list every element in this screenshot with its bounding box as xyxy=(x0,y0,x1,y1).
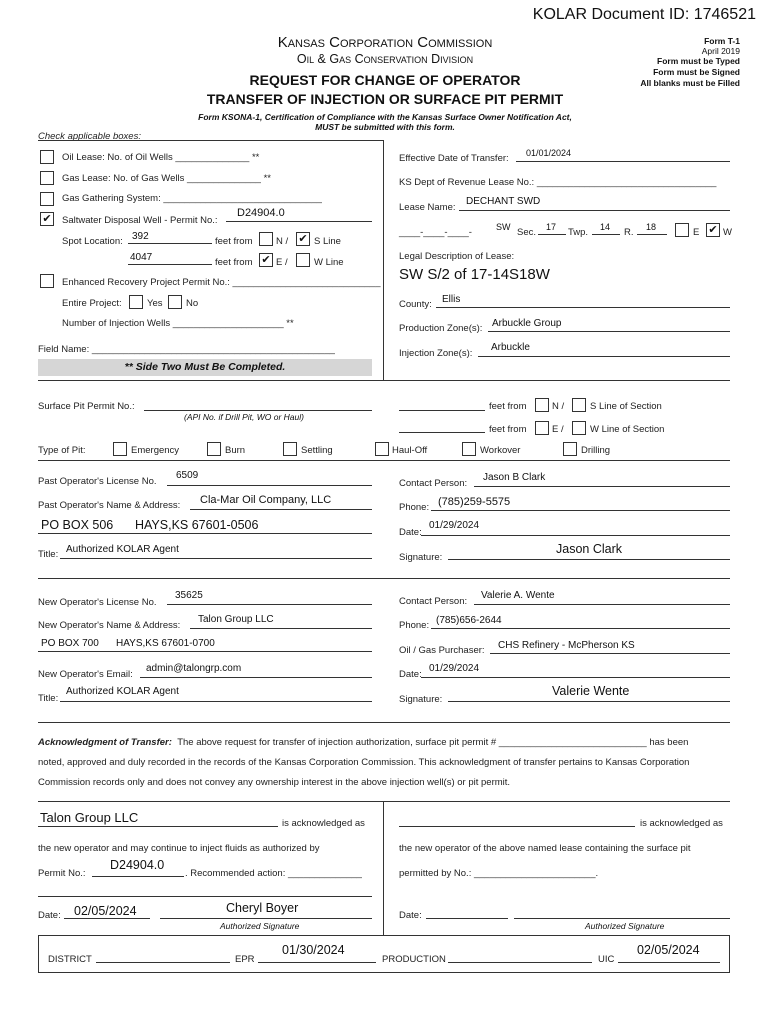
requirement-typed: Form must be Typed xyxy=(657,56,740,66)
past-address-2[interactable]: HAYS,KS 67601-0506 xyxy=(135,518,259,532)
left-date-line xyxy=(64,918,150,919)
new-signature-line xyxy=(448,701,730,702)
new-license-line xyxy=(167,604,372,605)
production-zone-label: Production Zone(s): xyxy=(399,323,483,334)
right-new-operator-text: the new operator of the above named lease containing the surface pit xyxy=(399,843,691,854)
range-west-checkbox[interactable]: ✔ xyxy=(706,223,720,237)
right-signature-line xyxy=(514,918,730,919)
injection-zone-line xyxy=(478,356,730,357)
left-new-operator-text: the new operator and may continue to inject fluids as authorized by xyxy=(38,843,320,854)
district-line xyxy=(96,962,230,963)
left-is-acknowledged: is acknowledged as xyxy=(282,818,365,829)
bottom-top-rule xyxy=(38,801,730,802)
pit-type-drilling-label: Drilling xyxy=(581,445,611,456)
past-name-line xyxy=(190,509,372,510)
requirement-filled: All blanks must be Filled xyxy=(640,78,740,88)
range-line xyxy=(637,234,667,235)
entire-project-yes-checkbox[interactable] xyxy=(129,295,143,309)
past-title-value[interactable]: Authorized KOLAR Agent xyxy=(66,544,179,555)
pit-north-checkbox[interactable] xyxy=(535,398,549,412)
pit-type-emergency-label: Emergency xyxy=(131,445,180,456)
new-address-1[interactable]: PO BOX 700 xyxy=(41,638,99,649)
range-label: R. xyxy=(624,227,634,238)
feet-from-ns: feet from xyxy=(215,236,253,247)
new-title-value[interactable]: Authorized KOLAR Agent xyxy=(66,686,179,697)
new-signature-value[interactable]: Valerie Wente xyxy=(552,684,630,698)
new-name-line xyxy=(190,628,372,629)
past-address-1[interactable]: PO BOX 506 xyxy=(41,518,114,532)
new-title-line xyxy=(60,701,372,702)
no-label: No xyxy=(186,298,199,309)
spot-feet-ns[interactable]: 392 xyxy=(132,231,149,242)
past-date-line xyxy=(421,535,730,536)
section-rule-2 xyxy=(38,460,730,461)
left-date-value[interactable]: 02/05/2024 xyxy=(74,904,137,918)
past-date-value[interactable]: 01/29/2024 xyxy=(429,520,480,531)
section-value[interactable]: 17 xyxy=(546,222,557,232)
north-checkbox[interactable] xyxy=(259,232,273,246)
north-label: N / xyxy=(276,236,289,247)
uic-label: UIC xyxy=(598,954,615,965)
legal-description-value[interactable]: SW S/2 of 17-14S18W xyxy=(399,266,550,283)
production-zone-line xyxy=(488,331,730,332)
new-address-line xyxy=(38,651,372,652)
gas-gathering-checkbox[interactable] xyxy=(40,192,54,206)
past-phone-label: Phone: xyxy=(399,502,430,513)
feet-from-ew: feet from xyxy=(215,257,253,268)
left-permit-value[interactable]: D24904.0 xyxy=(110,858,165,872)
ack-line-2: noted, approved and duly recorded in the records of the Kansas Corporation Commission. This acknowledgment of transfer pertains to Kansas Corporation xyxy=(38,757,690,768)
pit-type-settling-label: Settling xyxy=(301,445,333,456)
gas-lease-label: Gas Lease: No. of Gas Wells ______________ ** xyxy=(62,173,271,184)
pit-ew-line xyxy=(399,432,485,433)
ack-heading: Acknowledgment of Transfer: xyxy=(38,737,172,748)
right-date-line xyxy=(426,918,508,919)
section-line xyxy=(538,234,566,235)
form-title-1: REQUEST FOR CHANGE OF OPERATOR xyxy=(249,72,521,88)
township-line xyxy=(592,234,620,235)
left-blank-line xyxy=(38,896,372,897)
pit-type-burn-checkbox[interactable] xyxy=(207,442,221,456)
swd-label: Saltwater Disposal Well - Permit No.: xyxy=(62,215,218,226)
range-east-checkbox[interactable] xyxy=(675,223,689,237)
right-date-label: Date: xyxy=(399,910,422,921)
yes-label: Yes xyxy=(147,298,163,309)
pit-type-drilling-checkbox[interactable] xyxy=(563,442,577,456)
api-note: (API No. if Drill Pit, WO or Haul) xyxy=(184,412,304,422)
pit-west-checkbox[interactable] xyxy=(572,421,586,435)
ack-line-1 xyxy=(38,737,688,748)
new-contact-value[interactable]: Valerie A. Wente xyxy=(481,590,555,601)
pit-type-hauloff-label: Haul-Off xyxy=(392,445,428,456)
left-permit-label: Permit No.: xyxy=(38,868,86,879)
legal-description-label: Legal Description of Lease: xyxy=(399,251,515,262)
lease-name-label: Lease Name: xyxy=(399,202,456,213)
past-signature-value[interactable]: Jason Clark xyxy=(556,542,622,556)
pit-type-emergency-checkbox[interactable] xyxy=(113,442,127,456)
county-value[interactable]: Ellis xyxy=(442,294,461,305)
section-label: Sec. xyxy=(517,227,537,238)
pit-type-settling-checkbox[interactable] xyxy=(283,442,297,456)
township-label: Twp. xyxy=(568,227,589,238)
ack-line-3: Commission records only and does not convey any ownership interest in the above injection well(s) or pit permit. xyxy=(38,777,511,788)
past-contact-label: Contact Person: xyxy=(399,478,468,489)
district-label: DISTRICT xyxy=(48,954,92,965)
past-license-value[interactable]: 6509 xyxy=(176,470,199,481)
section-divider xyxy=(383,140,384,380)
ks-dept-label: KS Dept of Revenue Lease No.: __________________________________ xyxy=(399,177,717,188)
entire-project-label: Entire Project: xyxy=(62,298,122,309)
pit-east-label: E / xyxy=(552,424,564,435)
past-title-label: Title: xyxy=(38,549,59,560)
new-name-value[interactable]: Talon Group LLC xyxy=(198,614,274,625)
past-phone-value[interactable]: (785)259-5575 xyxy=(438,496,511,508)
past-signature-line xyxy=(448,559,730,560)
past-contact-line xyxy=(474,486,730,487)
new-date-label: Date: xyxy=(399,669,422,680)
left-date-label: Date: xyxy=(38,910,61,921)
surface-pit-label: Surface Pit Permit No.: xyxy=(38,401,135,412)
new-date-value[interactable]: 01/29/2024 xyxy=(429,663,480,674)
oil-lease-label: Oil Lease: No. of Oil Wells ______________ ** xyxy=(62,152,260,163)
past-signature-label: Signature: xyxy=(399,552,443,563)
pit-west-label: W Line of Section xyxy=(590,424,665,435)
left-signature-value[interactable]: Cheryl Boyer xyxy=(226,901,299,915)
pit-feet-from-ns: feet from xyxy=(489,401,527,412)
epr-label: EPR xyxy=(235,954,255,965)
requirement-signed: Form must be Signed xyxy=(653,67,740,77)
effective-date-line xyxy=(516,161,730,162)
spot-ew-line xyxy=(128,264,212,265)
range-value[interactable]: 18 xyxy=(646,222,657,232)
pit-type-burn-label: Burn xyxy=(225,445,246,456)
new-contact-line xyxy=(474,604,730,605)
effective-date-label: Effective Date of Transfer: xyxy=(399,153,509,164)
purchaser-line xyxy=(490,653,730,654)
west-line-label: W Line xyxy=(314,257,344,268)
spot-feet-ew[interactable]: 4047 xyxy=(130,252,153,263)
type-of-pit-label: Type of Pit: xyxy=(38,445,86,456)
new-email-label: New Operator's Email: xyxy=(38,669,133,680)
lease-name-value[interactable]: DECHANT SWD xyxy=(466,196,541,207)
section-rule-1 xyxy=(38,380,730,381)
ack-company-value[interactable]: Talon Group LLC xyxy=(40,810,139,825)
agency-name: Kansas Corporation Commission xyxy=(277,34,493,51)
pit-north-label: N / xyxy=(552,401,565,412)
right-is-acknowledged: is acknowledged as xyxy=(640,818,723,829)
epr-date[interactable]: 01/30/2024 xyxy=(282,943,345,957)
ksona-note-1: Form KSONA-1, Certification of Compliance with the Kansas Surface Owner Notification Act, xyxy=(198,112,572,122)
bottom-divider xyxy=(383,801,384,935)
right-permitted-by: permitted by No.: _______________________. xyxy=(399,868,599,879)
past-contact-value[interactable]: Jason B Clark xyxy=(483,472,546,483)
form-date: April 2019 xyxy=(701,46,740,56)
section-rule-4 xyxy=(38,722,730,723)
new-phone-line xyxy=(431,628,730,629)
swd-checkbox[interactable]: ✔ xyxy=(40,212,54,226)
south-line-label: S Line xyxy=(314,236,341,247)
purchaser-value[interactable]: CHS Refinery - McPherson KS xyxy=(498,640,635,651)
side-two-notice: ** Side Two Must Be Completed. xyxy=(124,361,286,373)
pit-feet-from-ew: feet from xyxy=(489,424,527,435)
location-prefix: ____-____-____- xyxy=(399,227,472,238)
uic-date[interactable]: 02/05/2024 xyxy=(637,943,700,957)
range-west-label: W xyxy=(723,227,732,238)
pit-type-workover-label: Workover xyxy=(480,445,521,456)
new-name-label: New Operator's Name & Address: xyxy=(38,620,181,631)
swd-permit-value[interactable]: D24904.0 xyxy=(237,207,285,219)
past-license-line xyxy=(167,485,372,486)
county-label: County: xyxy=(399,299,432,310)
form-title-2: TRANSFER OF INJECTION OR SURFACE PIT PERMIT xyxy=(206,91,564,107)
right-authorized-signature: Authorized Signature xyxy=(585,921,665,931)
new-phone-value[interactable]: (785)656-2644 xyxy=(436,615,502,626)
east-label: E / xyxy=(276,257,288,268)
past-license-label: Past Operator's License No. xyxy=(38,476,157,487)
lease-name-line xyxy=(459,210,730,211)
document-id: KOLAR Document ID: 1746521 xyxy=(532,6,756,23)
past-phone-line xyxy=(431,510,730,511)
injection-wells-label: Number of Injection Wells _____________________ ** xyxy=(62,318,294,329)
past-title-line xyxy=(60,558,372,559)
entire-project-no-checkbox[interactable] xyxy=(168,295,182,309)
top-rule-left xyxy=(38,140,384,141)
past-date-label: Date: xyxy=(399,527,422,538)
left-signature-line xyxy=(160,918,372,919)
effective-date-value[interactable]: 01/01/2024 xyxy=(526,148,572,158)
new-date-line xyxy=(421,677,730,678)
ack-company-line xyxy=(38,826,278,827)
gas-gathering-label: Gas Gathering System: ______________________________ xyxy=(62,193,322,204)
new-phone-label: Phone: xyxy=(399,620,430,631)
west-checkbox[interactable] xyxy=(296,253,310,267)
pit-east-checkbox[interactable] xyxy=(535,421,549,435)
new-address-2[interactable]: HAYS,KS 67601-0700 xyxy=(116,638,215,649)
injection-zone-label: Injection Zone(s): xyxy=(399,348,473,359)
past-address-line xyxy=(38,533,372,534)
field-name-label: Field Name: ______________________________________________ xyxy=(38,344,335,355)
county-line xyxy=(436,307,730,308)
past-name-value[interactable]: Cla-Mar Oil Company, LLC xyxy=(200,494,332,506)
injection-zone-value[interactable]: Arbuckle xyxy=(491,342,530,353)
check-applicable-label: Check applicable boxes: xyxy=(38,131,141,142)
pit-type-hauloff-checkbox[interactable] xyxy=(375,442,389,456)
south-checkbox[interactable]: ✔ xyxy=(296,232,310,246)
new-signature-label: Signature: xyxy=(399,694,443,705)
uic-line xyxy=(618,962,720,963)
eor-checkbox[interactable] xyxy=(40,274,54,288)
range-east-label: E xyxy=(693,227,700,238)
section-rule-3 xyxy=(38,578,730,579)
new-title-label: Title: xyxy=(38,693,59,704)
division-name: Oil & Gas Conservation Division xyxy=(296,52,474,66)
surface-pit-line xyxy=(144,410,372,411)
township-value[interactable]: 14 xyxy=(600,222,611,232)
production-label: PRODUCTION xyxy=(382,954,446,965)
new-license-value[interactable]: 35625 xyxy=(175,590,203,601)
pit-south-checkbox[interactable] xyxy=(572,398,586,412)
new-email-line xyxy=(140,677,372,678)
east-checkbox[interactable]: ✔ xyxy=(259,253,273,267)
gas-lease-checkbox[interactable] xyxy=(40,171,54,185)
new-license-label: New Operator's License No. xyxy=(38,597,157,608)
ack-text-1: The above request for transfer of injection authorization, surface pit permit # ____________________________ has been xyxy=(177,737,689,748)
production-line xyxy=(448,962,592,963)
swd-permit-line xyxy=(226,221,372,222)
recommended-action: . Recommended action: ______________ xyxy=(185,868,362,879)
spot-ns-line xyxy=(128,243,212,244)
pit-south-label: S Line of Section xyxy=(590,401,662,412)
pit-type-workover-checkbox[interactable] xyxy=(462,442,476,456)
oil-lease-checkbox[interactable] xyxy=(40,150,54,164)
eor-label: Enhanced Recovery Project Permit No.: ____________________________ xyxy=(62,277,381,288)
epr-line xyxy=(258,962,376,963)
ksona-note-2: MUST be submitted with this form. xyxy=(315,122,455,132)
spot-location-label: Spot Location: xyxy=(62,236,123,247)
right-company-line xyxy=(399,826,635,827)
production-zone-value[interactable]: Arbuckle Group xyxy=(492,318,562,329)
form-number: Form T-1 xyxy=(704,36,740,46)
pit-ns-line xyxy=(399,410,485,411)
purchaser-label: Oil / Gas Purchaser: xyxy=(399,645,485,656)
quarter-value[interactable]: SW xyxy=(496,222,511,232)
new-email-value[interactable]: admin@talongrp.com xyxy=(146,663,242,674)
past-name-label: Past Operator's Name & Address: xyxy=(38,500,181,511)
new-contact-label: Contact Person: xyxy=(399,596,468,607)
left-permit-line xyxy=(92,876,184,877)
left-authorized-signature: Authorized Signature xyxy=(220,921,300,931)
